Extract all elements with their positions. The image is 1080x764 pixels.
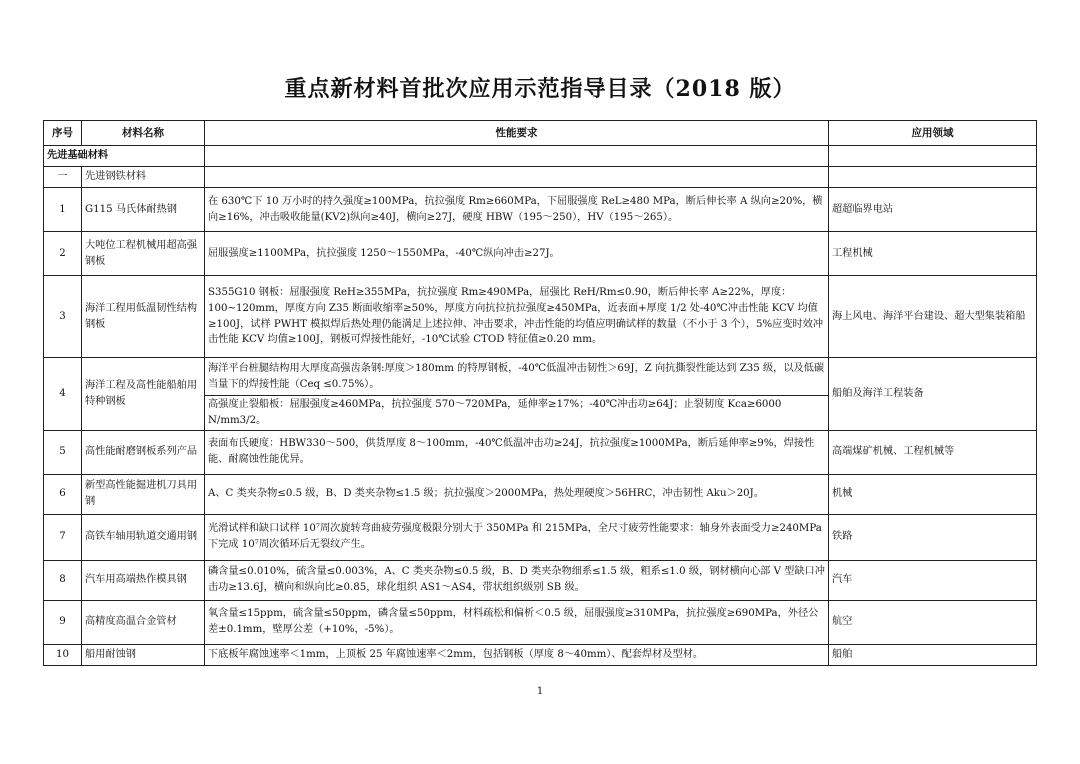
table-header-row (44, 121, 1037, 146)
row-performance: 在 630℃下 10 万小时的持久强度≥100MPa，抗拉强度 Rm≥660MPa，下屈服强度 ReL≥480 MPa，断后伸长率 A 纵向≥20%，横向≥16%，冲击吸收能量(KV2)纵向≥40J，横向≥27J，硬度 HBW（195～250），HV（195～265）。 (205, 188, 829, 232)
row-performance: 表面布氏硬度：HBW330～500，供货厚度 8～100mm，-40℃低温冲击功≥24J，抗拉强度≥1000MPa，断后延伸率≥9%，焊接性能、耐腐蚀性能优异。 (205, 430, 829, 474)
row-seq: 10 (44, 644, 82, 665)
page-number: 1 (536, 686, 544, 697)
row-seq: 4 (44, 358, 82, 431)
row-seq: 5 (44, 430, 82, 474)
row-seq: 2 (44, 232, 82, 276)
row-performance: 下底板年腐蚀速率＜1mm，上顶板 25 年腐蚀速率＜2mm，包括钢板（厚度 8～40mm）、配套焊材及型材。 (205, 644, 829, 665)
table-row (44, 232, 1037, 276)
row-application: 船舶及海洋工程装备 (829, 358, 1037, 431)
row-performance: 磷含量≤0.010%，硫含量≤0.003%，A、C 类夹杂物≤0.5 级，B、D 类夹杂物细系≤1.5 级，粗系≤1.0 级，钢材横向心部 V 型缺口冲击功≥13.6J，横向和纵向比≥0.85，球化组织 AS1～AS4，带状组织级别 SB 级。 (205, 560, 829, 600)
table-row (44, 644, 1037, 665)
row-material-name: 高性能耐磨钢板系列产品 (82, 430, 205, 474)
row-material-name: 船用耐蚀钢 (82, 644, 205, 665)
row-material-name: 大吨位工程机械用超高强钢板 (82, 232, 205, 276)
row-seq: 8 (44, 560, 82, 600)
row-material-name: 海洋工程及高性能船舶用特种钢板 (82, 358, 205, 431)
row-material-name: 新型高性能掘进机刀具用钢 (82, 474, 205, 514)
row-performance-b: 高强度止裂船板：屈服强度≥460MPa，抗拉强度 570～720MPa，延伸率≥17%；-40℃冲击功≥64J；止裂韧度 Kca≥6000 N/mm3/2。 (205, 396, 829, 431)
row-material-name: 高精度高温合金管材 (82, 600, 205, 644)
table-row (44, 560, 1037, 600)
row-application: 汽车 (829, 560, 1037, 600)
row-performance: 屈服强度≥1100MPa，抗拉强度 1250～1550MPa，-40℃纵向冲击≥27J。 (205, 232, 829, 276)
row-seq: 6 (44, 474, 82, 514)
subsection-name: 先进钢铁材料 (82, 167, 205, 188)
header-seq: 序号 (44, 121, 82, 146)
row-performance: 氧含量≤15ppm，硫含量≤50ppm，磷含量≤50ppm，材料疏松和偏析＜0.5 级，屈服强度≥310MPa，抗拉强度≥690MPa，外径公差±0.1mm，壁厚公差（+10%，-5%）。 (205, 600, 829, 644)
material-catalog-table (43, 120, 1037, 666)
row-performance: A、C 类夹杂物≤0.5 级，B、D 类夹杂物≤1.5 级；抗拉强度＞2000MPa，热处理硬度＞56HRC，冲击韧性 Aku＞20J。 (205, 474, 829, 514)
row-application: 航空 (829, 600, 1037, 644)
header-application: 应用领域 (829, 121, 1037, 146)
row-application: 高端煤矿机械、工程机械等 (829, 430, 1037, 474)
row-seq: 7 (44, 514, 82, 560)
row-performance: S355G10 钢板：屈服强度 ReH≥355MPa，抗拉强度 Rm≥490MPa，屈强比 ReH/Rm≤0.90，断后伸长率 A≥22%，厚度：100~120mm，厚度方向 Z35 断面收缩率≥50%，厚度方向抗拉抗拉强度≥450MPa，近表面+厚度 1/2 处-40℃冲击性能 KCV 均值≥100J，试样 PWHT 模拟焊后热处理仍能满足上述拉伸、冲击要求，冲击性能的均值应明确试样的数量（不小于 3 个），5%应变时效冲击性能 KCV 均值≥100J，钢板可焊接性能好，-10℃试验 CTOD 特征值≥0.20 mm。 (205, 276, 829, 358)
table-row (44, 276, 1037, 358)
row-seq: 1 (44, 188, 82, 232)
row-material-name: 汽车用高端热作模具钢 (82, 560, 205, 600)
header-material-name: 材料名称 (82, 121, 205, 146)
table-row (44, 474, 1037, 514)
table-row (44, 600, 1037, 644)
table-row (44, 430, 1037, 474)
row-seq: 9 (44, 600, 82, 644)
row-application: 机械 (829, 474, 1037, 514)
subsection-row (44, 167, 1037, 188)
row-seq: 3 (44, 276, 82, 358)
section-row (44, 146, 1037, 167)
row-material-name: 海洋工程用低温韧性结构钢板 (82, 276, 205, 358)
row-application: 工程机械 (829, 232, 1037, 276)
row-performance: 光滑试样和缺口试样 10⁷周次旋转弯曲疲劳强度极限分别大于 350MPa 和 215MPa，全尺寸疲劳性能要求：轴身外表面受力≥240MPa 下完成 10⁷周次循环后无裂纹产生。 (205, 514, 829, 560)
header-performance: 性能要求 (205, 121, 829, 146)
table-row (44, 188, 1037, 232)
document-title: 重点新材料首批次应用示范指导目录（2018 版） (284, 76, 796, 102)
subsection-seq: 一 (44, 167, 82, 188)
row-performance-a: 海洋平台桩腿结构用大厚度高强齿条钢:厚度＞180mm 的特厚钢板，-40℃低温冲击韧性＞69J，Z 向抗撕裂性能达到 Z35 级，以及低碳当量下的焊接性能（Ceq ≤0.75%）。 (205, 358, 829, 396)
row-material-name: G115 马氏体耐热钢 (82, 188, 205, 232)
row-application: 船舶 (829, 644, 1037, 665)
row-material-name: 高铁车轴用轨道交通用钢 (82, 514, 205, 560)
table-row (44, 358, 1037, 396)
row-application: 超超临界电站 (829, 188, 1037, 232)
section-title: 先进基础材料 (44, 146, 205, 167)
table-row (44, 514, 1037, 560)
row-application: 铁路 (829, 514, 1037, 560)
row-application: 海上风电、海洋平台建设、超大型集装箱船 (829, 276, 1037, 358)
